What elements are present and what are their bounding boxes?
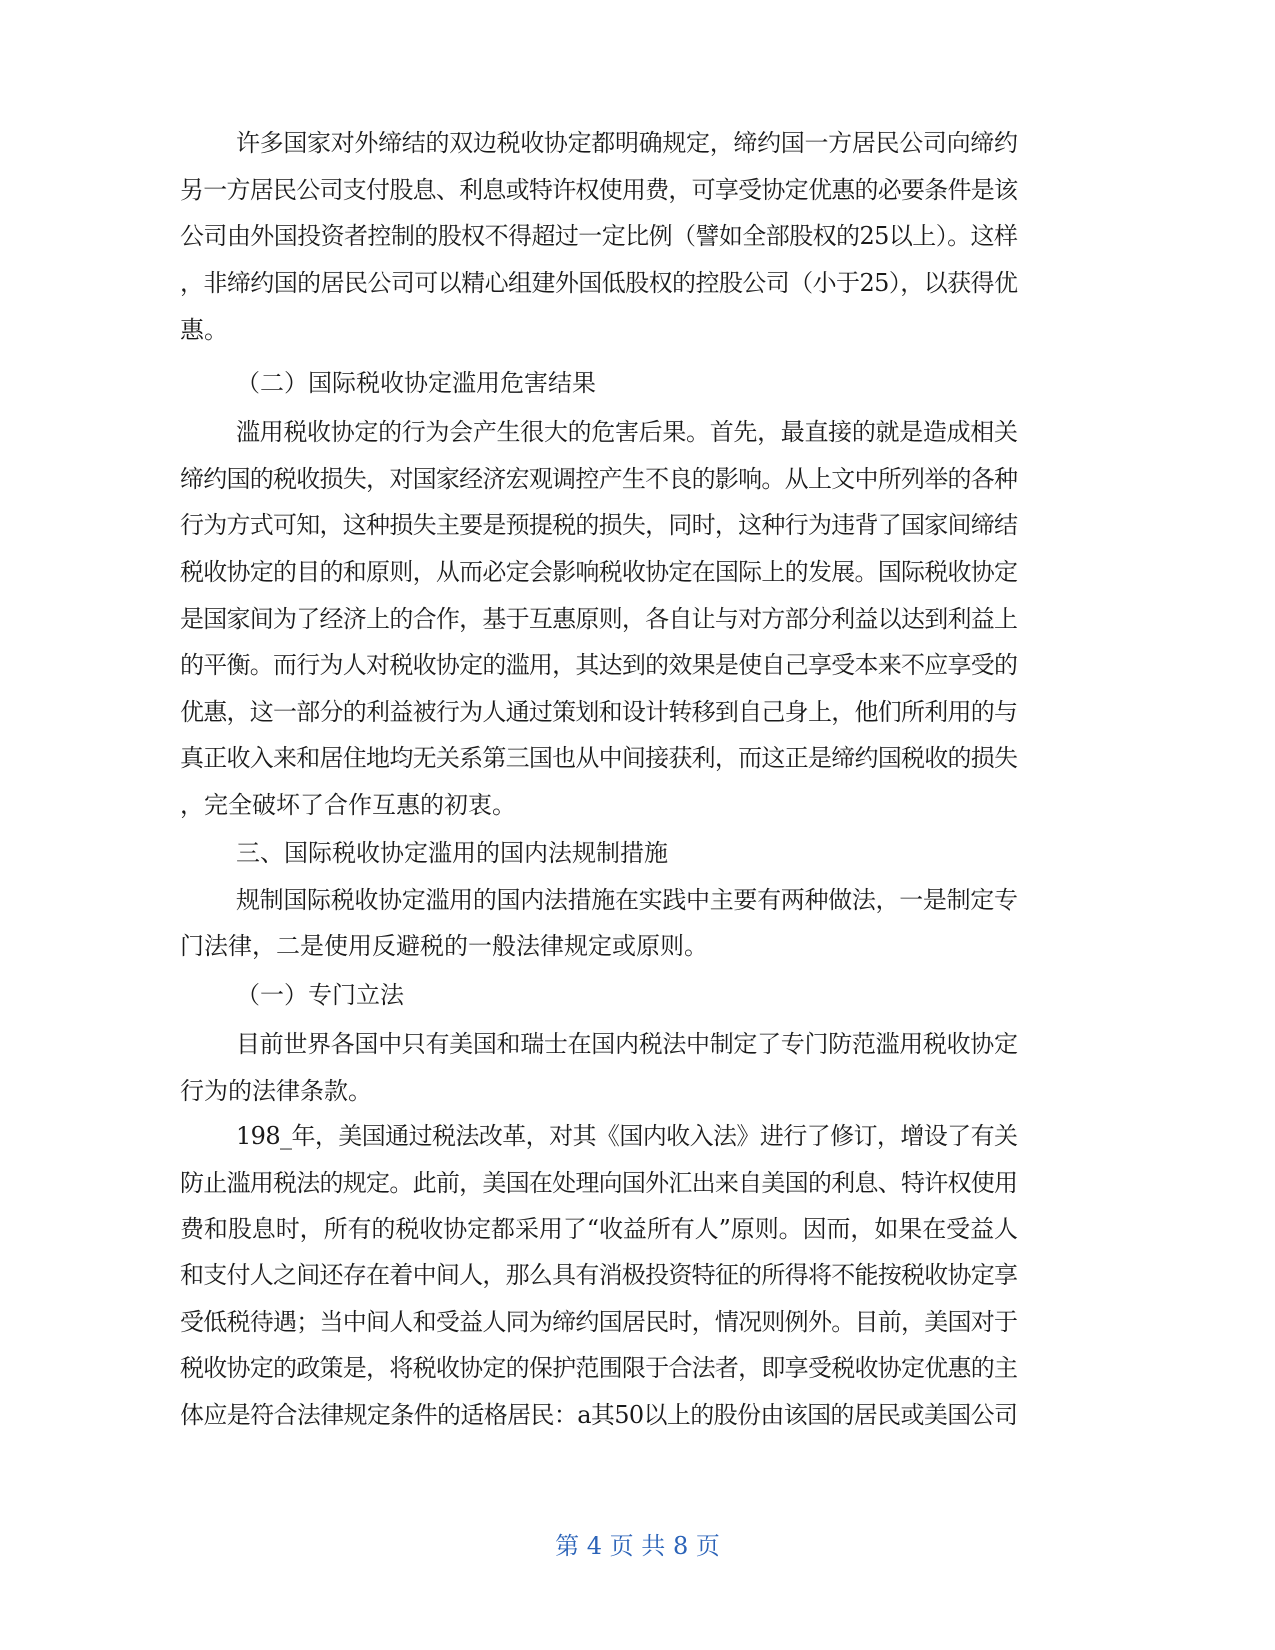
- paragraph-7-line-1: 目前世界各国中只有美国和瑞士在国内税法中制定了专门防范滥用税收协定: [236, 1030, 1018, 1058]
- paragraph-1-line-5: 惠。: [180, 316, 228, 344]
- paragraph-3-line-9: ，完全破坏了合作互惠的初衷。: [180, 791, 516, 819]
- paragraph-3-line-3: 行为方式可知，这种损失主要是预提税的损失，同时，这种行为违背了国家间缔结: [180, 511, 1018, 539]
- paragraph-8-line-5: 受低税待遇；当中间人和受益人同为缔约国居民时，情况则例外。目前，美国对于: [180, 1308, 1018, 1336]
- paragraph-2-line-1: （二）国际税收协定滥用危害结果: [236, 369, 596, 397]
- paragraph-1-line-1: 许多国家对外缔结的双边税收协定都明确规定，缔约国一方居民公司向缔约: [236, 129, 1018, 157]
- paragraph-3-line-4: 税收协定的目的和原则，从而必定会影响税收协定在国际上的发展。国际税收协定: [180, 558, 1018, 586]
- paragraph-8-line-7: 体应是符合法律规定条件的适格居民：a其50以上的股份由该国的居民或美国公司: [180, 1401, 1018, 1429]
- paragraph-3-line-5: 是国家间为了经济上的合作，基于互惠原则，各自让与对方部分利益以达到利益上: [180, 605, 1018, 633]
- paragraph-6-line-1: （一）专门立法: [236, 981, 404, 1009]
- paragraph-8-line-4: 和支付人之间还存在着中间人，那么具有消极投资特征的所得将不能按税收协定享: [180, 1261, 1018, 1289]
- paragraph-4-line-1: 三、国际税收协定滥用的国内法规制措施: [236, 839, 668, 867]
- paragraph-8-line-3: 费和股息时，所有的税收协定都采用了“收益所有人”原则。因而，如果在受益人: [180, 1215, 1018, 1243]
- paragraph-3-line-1: 滥用税收协定的行为会产生很大的危害后果。首先，最直接的就是造成相关: [236, 418, 1018, 446]
- paragraph-7-line-2: 行为的法律条款。: [180, 1077, 372, 1105]
- paragraph-3-line-7: 优惠，这一部分的利益被行为人通过策划和设计转移到自己身上，他们所利用的与: [180, 698, 1018, 726]
- paragraph-3-line-8: 真正收入来和居住地均无关系第三国也从中间接获利，而这正是缔约国税收的损失: [180, 744, 1018, 772]
- paragraph-8-line-2: 防止滥用税法的规定。此前，美国在处理向国外汇出来自美国的利息、特许权使用: [180, 1169, 1018, 1197]
- paragraph-5-line-2: 门法律，二是使用反避税的一般法律规定或原则。: [180, 932, 708, 960]
- paragraph-1-line-4: ，非缔约国的居民公司可以精心组建外国低股权的控股公司（小于25），以获得优: [180, 269, 1018, 297]
- paragraph-5-line-1: 规制国际税收协定滥用的国内法措施在实践中主要有两种做法，一是制定专: [236, 886, 1018, 914]
- paragraph-3-line-2: 缔约国的税收损失，对国家经济宏观调控产生不良的影响。从上文中所列举的各种: [180, 465, 1018, 493]
- page-number-footer: 第 4 页 共 8 页: [555, 1532, 720, 1560]
- paragraph-1-line-2: 另一方居民公司支付股息、利息或特许权使用费，可享受协定优惠的必要条件是该: [180, 176, 1018, 204]
- paragraph-8-line-1: 198_年，美国通过税法改革，对其《国内收入法》进行了修订，增设了有关: [236, 1122, 1018, 1150]
- paragraph-1-line-3: 公司由外国投资者控制的股权不得超过一定比例（譬如全部股权的25以上）。这样: [180, 222, 1018, 250]
- paragraph-3-line-6: 的平衡。而行为人对税收协定的滥用，其达到的效果是使自己享受本来不应享受的: [180, 651, 1018, 679]
- paragraph-8-line-6: 税收协定的政策是，将税收协定的保护范围限于合法者，即享受税收协定优惠的主: [180, 1354, 1018, 1382]
